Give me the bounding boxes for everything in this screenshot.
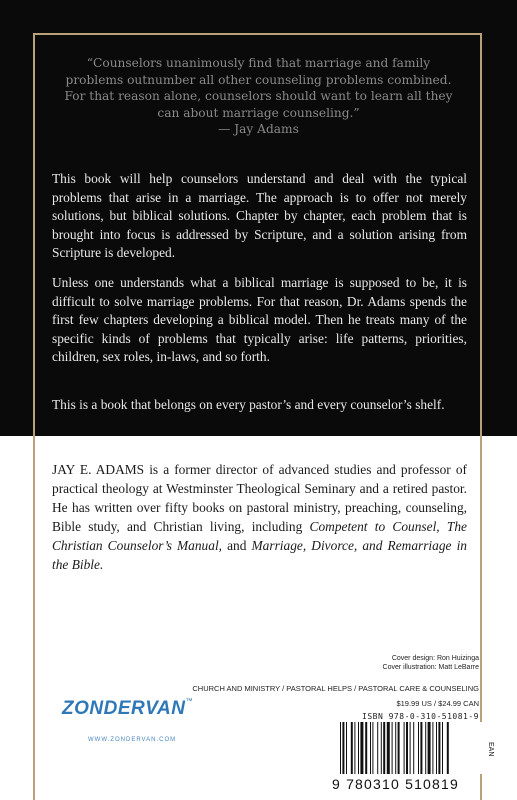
- barcode-bar: [442, 722, 443, 774]
- barcode-bar: [432, 722, 433, 774]
- barcode-bar: [425, 722, 426, 774]
- barcode-number: 9 780310 510819: [332, 776, 459, 792]
- barcode: [338, 722, 486, 774]
- book-title-1: Competent to Counsel,: [309, 519, 440, 534]
- quote-attribution: — Jay Adams: [218, 122, 299, 136]
- pull-quote: [60, 55, 457, 138]
- cover-credits: [383, 654, 479, 672]
- barcode-bar: [346, 722, 347, 774]
- barcode-bar: [377, 722, 378, 774]
- description-paragraph-1: This book will help counselors understand and deal with the typical problems that arise in a marriage. The approach is to offer not merely solutions, but biblical solutions. Chapter by chapter, each problem that is brought into focus is addressed by Scripture, and a solution arising from Scripture is developed.: [52, 171, 467, 261]
- barcode-bar: [351, 722, 353, 774]
- barcode-bar: [418, 722, 419, 774]
- zondervan-logo: [62, 698, 193, 724]
- book-title-2: The Christian Counselor’s Manual,: [52, 519, 467, 553]
- barcode-bar: [340, 722, 341, 774]
- barcode-bar: [342, 722, 344, 774]
- cover-illustration-credit: Cover illustration: Matt LeBarre: [382, 664, 479, 671]
- barcode-bar: [387, 722, 390, 774]
- barcode-bar: [406, 722, 408, 774]
- barcode-bar: [354, 722, 355, 774]
- barcode-bar: [392, 722, 393, 774]
- barcode-bar: [447, 722, 449, 774]
- barcode-bar: [398, 722, 400, 774]
- barcode-bar: [360, 722, 363, 774]
- barcode-bar: [438, 722, 440, 774]
- book-title-3: Marriage, Divorce, and Remarriage in the Bible.: [52, 538, 467, 572]
- barcode-bar: [370, 722, 371, 774]
- barcode-bar: [428, 722, 431, 774]
- quote-text: “Counselors unanimously find that marriage and family problems outnumber all other counseling problems combined. For that reason alone, counselors should want to learn all they can about marriage counseling.”: [64, 56, 453, 120]
- barcode-bar: [383, 722, 385, 774]
- trademark-mark: ™: [185, 698, 193, 705]
- category-line: CHURCH AND MINISTRY / PASTORAL HELPS / PASTORAL CARE & COUNSELING: [192, 684, 479, 693]
- price-line: $19.99 US / $24.99 CAN: [396, 699, 479, 708]
- barcode-bar: [413, 722, 414, 774]
- barcode-bar: [404, 722, 405, 774]
- barcode-bar: [381, 722, 382, 774]
- author-bio-text: JAY E. ADAMS is a former director of advanced studies and professor of practical theology at Westminster Theological Seminary and a retired pastor. He has written over fifty books on pastoral ministry, preaching, counseling, Bible study, and Christian living, including: [52, 462, 467, 534]
- description-paragraph-3: This is a book that belongs on every pastor’s and every counselor’s shelf.: [52, 397, 445, 412]
- barcode-bar: [395, 722, 396, 774]
- barcode-bar: [365, 722, 367, 774]
- author-bio: [52, 460, 467, 574]
- barcode-bar: [372, 722, 373, 774]
- bio-and: and: [222, 538, 252, 553]
- barcode-bar: [410, 722, 411, 774]
- description-paragraph-2: Unless one understands what a biblical marriage is supposed to be, it is difficult to solve marriage problems. For that reason, Dr. Adams spends the first few chapters developing a biblical model. Then he treats many of the specific kinds of problems that typically arise: life patterns, priorities, children, sex roles, in-laws, and so forth.: [52, 275, 467, 365]
- cover-design-credit: Cover design: Ron Huizinga: [391, 655, 479, 662]
- barcode-bar: [436, 722, 437, 774]
- publisher-url: WWW.ZONDERVAN.COM: [88, 737, 177, 743]
- isbn-line: ISBN 978-0-310-51081-9: [362, 712, 479, 721]
- barcode-bar: [358, 722, 359, 774]
- publisher-name: ZONDERVAN: [62, 698, 186, 719]
- ean-label: EAN: [487, 742, 494, 757]
- barcode-bar: [420, 722, 422, 774]
